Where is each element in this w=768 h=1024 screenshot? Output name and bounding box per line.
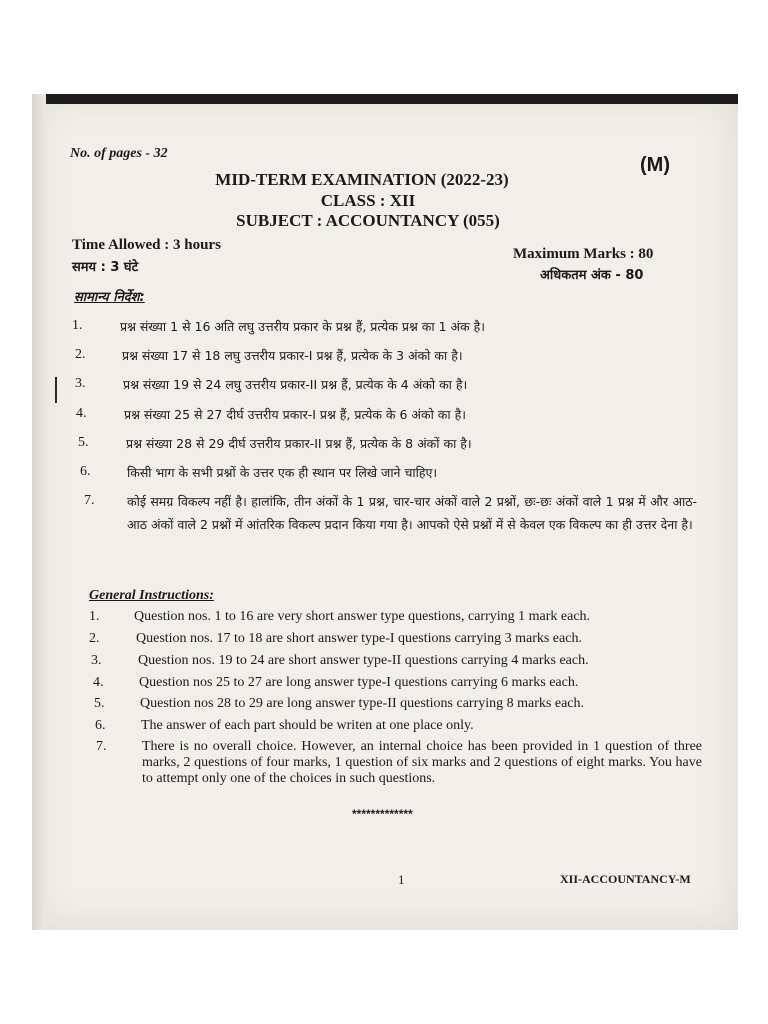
end-separator: ************* <box>352 807 413 821</box>
english-item-text: Question nos 25 to 27 are long answer type-I questions carrying 6 marks each. <box>139 675 579 690</box>
hindi-item-text: कोई समग्र विकल्प नहीं है। हालांकि, तीन अंकों के 1 प्रश्न, चार-चार अंकों वाले 2 प्रश्नों, छः-छः अंकों वाले 1 प्रश्न में और आठ-आठ अंकों वाले 2 प्रश्नों में आंतरिक विकल्प प्रदान किया गया है। आपको ऐसे प्रश्नों में से केवल एक विकल्प का ही उत्तर देना है। <box>127 494 697 532</box>
footer-code: XII-ACCOUNTANCY-M <box>560 872 691 886</box>
english-item-number: 7. <box>96 739 107 754</box>
page-number: 1 <box>398 872 405 887</box>
hindi-item-number: 6. <box>80 464 91 479</box>
class-line: CLASS : XII <box>320 191 416 210</box>
hindi-item-text: किसी भाग के सभी प्रश्नों के उत्तर एक ही स्थान पर लिखे जाने चाहिए। <box>127 465 438 480</box>
hindi-item-text: प्रश्न संख्या 28 से 29 दीर्घ उत्तरीय प्रकार-II प्रश्न हैं, प्रत्येक के 8 अंकों का है। <box>126 436 472 451</box>
hindi-item-text: प्रश्न संख्या 17 से 18 लघु उत्तरीय प्रकार-I प्रश्न हैं, प्रत्येक के 3 अंको का है। <box>122 348 463 363</box>
time-allowed-hi: समय : 3 घंटे <box>72 260 139 275</box>
general-instructions-heading: General Instructions: <box>89 588 214 603</box>
document-page <box>32 94 738 930</box>
subject-line: SUBJECT : ACCOUNTANCY (055) <box>236 211 500 230</box>
english-item-number: 1. <box>89 609 100 624</box>
time-allowed-en: Time Allowed : 3 hours <box>72 237 221 253</box>
english-item-number: 4. <box>93 675 104 690</box>
page-fold <box>32 94 46 930</box>
english-item-number: 6. <box>95 718 106 733</box>
hindi-item-number: 5. <box>78 435 89 450</box>
hindi-item-text: प्रश्न संख्या 1 से 16 अति लघु उत्तरीय प्रकार के प्रश्न हैं, प्रत्येक प्रश्न का 1 अंक है। <box>120 319 485 334</box>
hindi-item-number: 7. <box>84 493 95 508</box>
english-item-text: Question nos. 17 to 18 are short answer type-I questions carrying 3 marks each. <box>136 631 582 646</box>
hindi-item-number: 3. <box>75 376 86 391</box>
max-marks-hi: अधिकतम अंक - 80 <box>540 268 644 283</box>
max-marks-en: Maximum Marks : 80 <box>513 246 654 262</box>
pen-mark <box>55 377 57 403</box>
english-item-text: There is no overall choice. However, an internal choice has been provided in 1 question of three marks, 2 questions of four marks, 1 question of six marks and 2 questions of eight marks. You have to attempt only one of the choices in such questions. <box>142 739 702 786</box>
hindi-item-number: 4. <box>76 406 87 421</box>
english-item-text: The answer of each part should be writen at one place only. <box>141 718 474 733</box>
hindi-item-text: प्रश्न संख्या 19 से 24 लघु उत्तरीय प्रकार-II प्रश्न हैं, प्रत्येक के 4 अंको का है। <box>123 377 468 392</box>
english-item-text: Question nos 28 to 29 are long answer type-II questions carrying 8 marks each. <box>140 696 584 711</box>
hindi-item-number: 2. <box>75 347 86 362</box>
english-item-number: 5. <box>94 696 105 711</box>
hindi-item-text: प्रश्न संख्या 25 से 27 दीर्घ उत्तरीय प्रकार-I प्रश्न हैं, प्रत्येक के 6 अंको का है। <box>124 407 466 422</box>
scan-edge <box>32 94 738 104</box>
english-item-number: 2. <box>89 631 100 646</box>
english-item-number: 3. <box>91 653 102 668</box>
hindi-item-number: 1. <box>72 318 83 333</box>
english-item-text: Question nos. 19 to 24 are short answer type-II questions carrying 4 marks each. <box>138 653 589 668</box>
hindi-instructions-heading: सामान्य निर्देश: <box>74 290 145 305</box>
english-item-text: Question nos. 1 to 16 are very short answer type questions, carrying 1 mark each. <box>134 609 591 624</box>
page-count: No. of pages - 32 <box>70 146 168 161</box>
paper-code: (M) <box>640 154 670 176</box>
exam-title: MID-TERM EXAMINATION (2022-23) <box>215 170 509 189</box>
